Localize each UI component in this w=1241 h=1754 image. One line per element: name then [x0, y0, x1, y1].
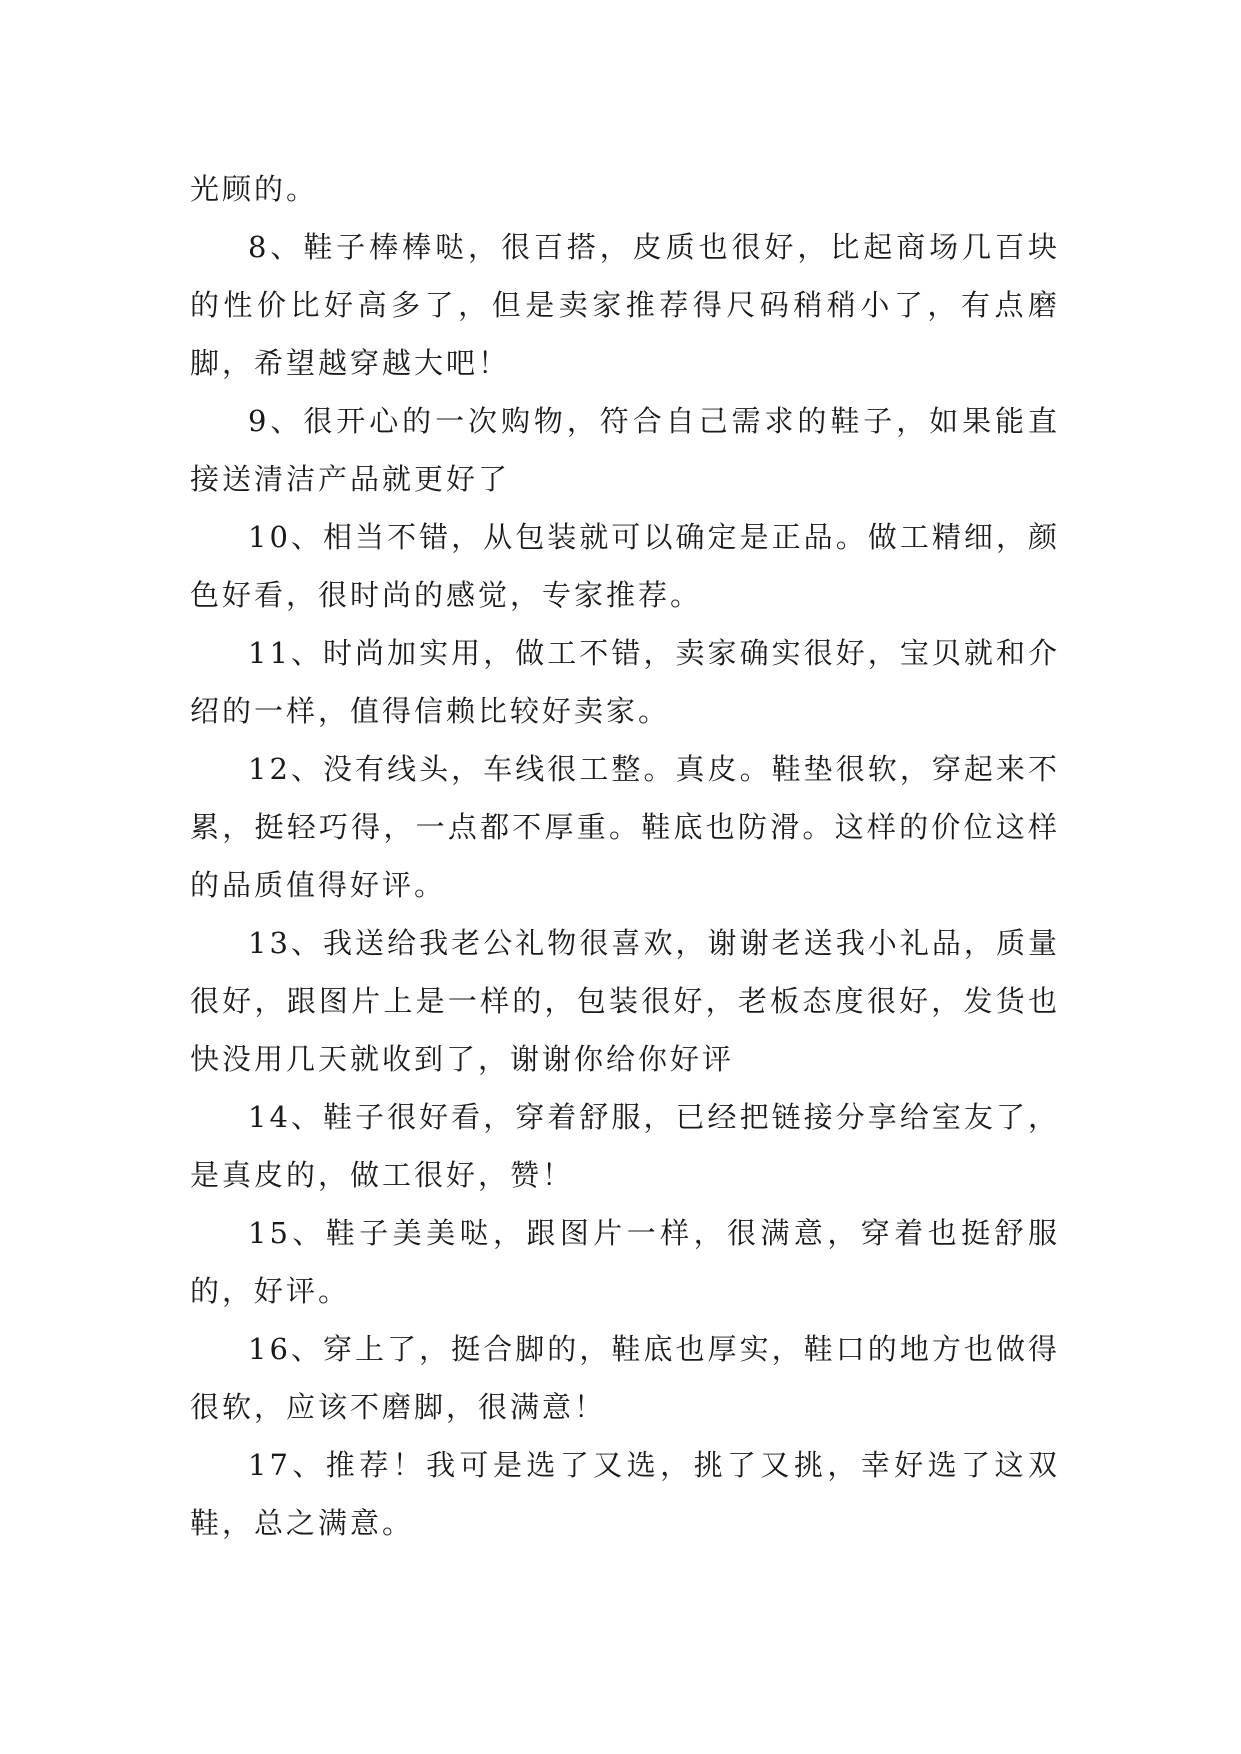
review-item-17: 17、推荐！我可是选了又选，挑了又挑，幸好选了这双鞋，总之满意。 [190, 1448, 1060, 1540]
review-item-12: 12、没有线头，车线很工整。真皮。鞋垫很软，穿起来不累，挺轻巧得，一点都不厚重。鞋底也防滑。这样的价位这样的品质值得好评。 [190, 752, 1060, 902]
review-item-8: 8、鞋子棒棒哒，很百搭，皮质也很好，比起商场几百块的性价比好高多了，但是卖家推荐得尺码稍稍小了，有点磨脚，希望越穿越大吧！ [190, 230, 1060, 380]
review-item-13: 13、我送给我老公礼物很喜欢，谢谢老送我小礼品，质量很好，跟图片上是一样的，包装很好，老板态度很好，发货也快没用几天就收到了，谢谢你给你好评 [190, 926, 1060, 1076]
review-item-15: 15、鞋子美美哒，跟图片一样，很满意，穿着也挺舒服的，好评。 [190, 1216, 1060, 1308]
review-item-11: 11、时尚加实用，做工不错，卖家确实很好，宝贝就和介绍的一样，值得信赖比较好卖家。 [190, 636, 1060, 728]
review-item-16: 16、穿上了，挺合脚的，鞋底也厚实，鞋口的地方也做得很软，应该不磨脚，很满意！ [190, 1332, 1060, 1424]
paragraph-continuation: 光顾的。 [190, 172, 319, 206]
review-item-14: 14、鞋子很好看，穿着舒服，已经把链接分享给室友了，是真皮的，做工很好，赞！ [190, 1100, 1060, 1192]
review-item-9: 9、很开心的一次购物，符合自己需求的鞋子，如果能直接送清洁产品就更好了 [190, 404, 1060, 496]
review-item-10: 10、相当不错，从包装就可以确定是正品。做工精细，颜色好看，很时尚的感觉，专家推荐。 [190, 520, 1060, 612]
document-body [190, 160, 1060, 1552]
